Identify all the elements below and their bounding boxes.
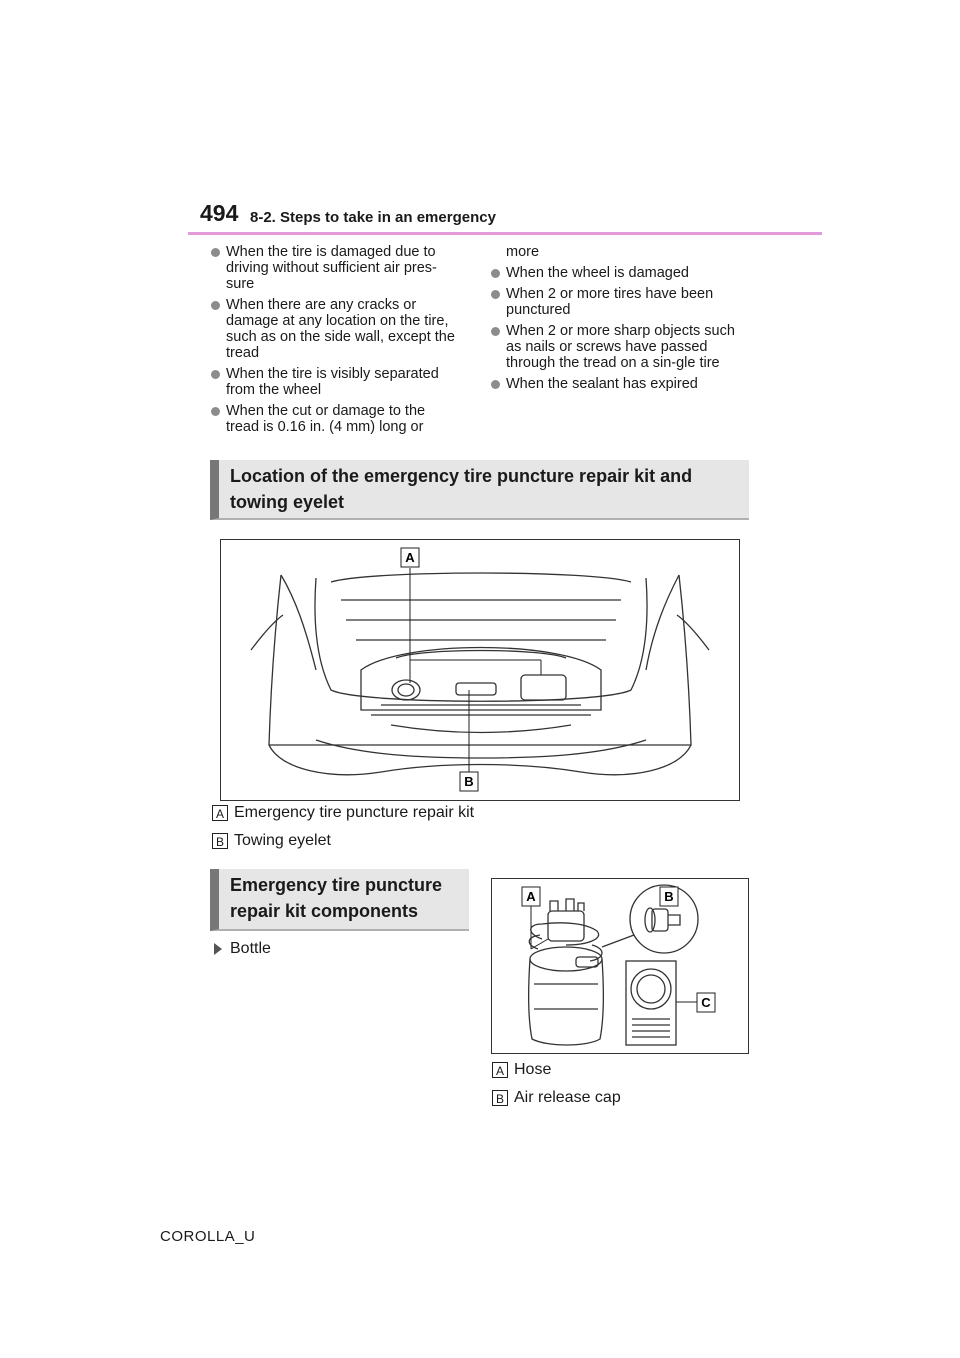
legend-item-repair-kit	[212, 804, 474, 822]
bullet-item: When the cut or damage to the tread is 0.16 in. (4 mm) long or	[210, 403, 455, 435]
legend-letter: A	[492, 1062, 508, 1078]
legend-letter: A	[212, 805, 228, 821]
triangle-icon	[214, 943, 222, 955]
callout-a: A	[405, 550, 415, 565]
legend-item-towing-eyelet	[212, 832, 331, 850]
legend-item-air-release-cap	[492, 1089, 621, 1107]
section-title: 8-2. Steps to take in an emergency	[250, 209, 496, 226]
bullet-item: When 2 or more tires have been punctured	[490, 286, 735, 318]
legend-letter: B	[212, 833, 228, 849]
callout-c: C	[701, 995, 711, 1010]
bottle-subheading	[214, 940, 271, 958]
legend-letter: B	[492, 1090, 508, 1106]
bullet-item: When the tire is damaged due to driving without sufficient air pres-sure	[210, 244, 455, 292]
callout-b: B	[464, 774, 474, 789]
legend-text: Emergency tire puncture repair kit	[234, 804, 475, 821]
footer-model-code: COROLLA_U	[160, 1228, 256, 1245]
header-rule	[188, 232, 822, 235]
bullet-continuation: more	[506, 244, 540, 260]
bottle-label: Bottle	[230, 940, 271, 957]
page-number: 494	[200, 200, 239, 226]
callout-b: B	[664, 889, 674, 904]
legend-text: Air release cap	[514, 1089, 621, 1106]
bottle-illustration	[492, 879, 748, 1053]
bullet-item: When the wheel is damaged	[490, 265, 735, 281]
callout-a: A	[526, 889, 536, 904]
bullet-list-right	[490, 244, 735, 397]
legend-text: Towing eyelet	[234, 832, 331, 849]
trunk-illustration	[221, 540, 739, 800]
legend-text: Hose	[514, 1061, 552, 1078]
bullet-item: When the sealant has expired	[490, 376, 735, 392]
bullet-list-left	[210, 244, 455, 440]
trunk-figure	[220, 539, 740, 801]
bullet-item: When the tire is visibly separated from the wheel	[210, 366, 455, 398]
bullet-item: When there are any cracks or damage at any location on the tire, such as on the side wall, except the tread	[210, 297, 455, 361]
bullet-item: When 2 or more sharp objects such as nails or screws have passed through the tread on a sin-gle tire	[490, 323, 735, 371]
legend-item-hose	[492, 1061, 551, 1079]
section-heading-location: Location of the emergency tire puncture repair kit and towing eyelet	[210, 460, 749, 520]
section-heading-components: Emergency tire puncture repair kit components	[210, 869, 469, 931]
bottle-figure	[491, 878, 749, 1054]
